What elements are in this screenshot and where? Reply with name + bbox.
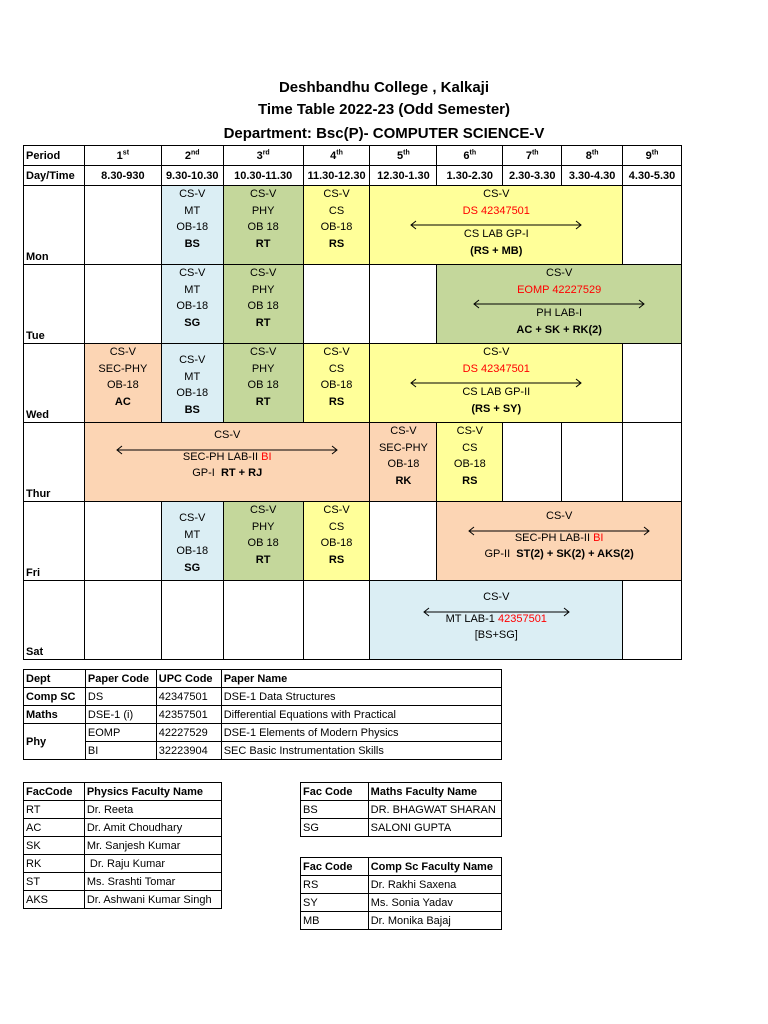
class-cell-cs <box>303 502 370 581</box>
room: OB-18 <box>176 300 209 312</box>
table-row <box>24 837 222 855</box>
upc-code: 42357501 <box>156 706 221 724</box>
dept: Comp SC <box>24 688 86 706</box>
lab-group-line: GP-II ST(2) + SK(2) + AKS(2) <box>484 548 634 560</box>
table-row <box>301 912 502 930</box>
day-row-tue <box>24 265 682 344</box>
upc-code: 42227529 <box>156 724 221 742</box>
faculty: RS <box>462 474 478 487</box>
col-paper-code: Paper Code <box>85 670 156 688</box>
timetable <box>23 145 682 660</box>
empty-cell <box>623 186 682 265</box>
department-title: Department: Bsc(P)- COMPUTER SCIENCE-V <box>223 125 545 142</box>
lab-name: PH LAB-I <box>536 307 583 319</box>
faculty: BS <box>184 403 200 416</box>
time-6: 1.30-2.30 <box>437 166 503 186</box>
faculty: (RS + SY) <box>471 402 522 415</box>
upc-code: 42347501 <box>156 688 221 706</box>
faculty-name: Mr. Sanjesh Kumar <box>84 837 221 855</box>
class-code: CS-V <box>483 591 510 603</box>
empty-cell <box>503 423 562 502</box>
period-label: Period <box>24 146 85 166</box>
faculty: SG <box>184 561 201 574</box>
lab-cell-sec <box>84 423 370 502</box>
paper-code: DS 42347501 <box>462 362 530 375</box>
day-label: Thur <box>24 423 85 502</box>
physics-faculty-table <box>23 782 222 909</box>
class-code: CS-V <box>390 425 417 437</box>
lab-cell-sec <box>437 502 682 581</box>
room: OB-18 <box>387 458 420 470</box>
day-label: Tue <box>24 265 85 344</box>
faculty: RT <box>255 553 271 566</box>
daytime-label: Day/Time <box>24 166 85 186</box>
class-cell-mt <box>161 265 223 344</box>
subject: PHY <box>251 520 275 533</box>
empty-cell <box>623 581 682 660</box>
upc-code: 32223904 <box>156 742 221 760</box>
fac-code: SG <box>301 819 369 837</box>
paper-code: EOMP 42227529 <box>517 283 602 296</box>
fac-code: RT <box>24 801 85 819</box>
table-row <box>301 894 502 912</box>
table-row <box>301 876 502 894</box>
room: OB-18 <box>320 537 353 549</box>
faculty: [BS+SG] <box>474 629 518 641</box>
table-row <box>24 742 502 760</box>
subject: MT <box>184 370 201 383</box>
fac-code: MB <box>301 912 369 930</box>
class-code: CS-V <box>250 267 277 279</box>
period-5: 5th <box>370 146 437 166</box>
class-code: CS-V <box>179 512 206 524</box>
table-row <box>301 819 502 837</box>
paper-code: DSE-1 (i) <box>85 706 156 724</box>
period-9: 9th <box>623 146 682 166</box>
period-row <box>24 146 682 166</box>
col-fac-code: FacCode <box>24 783 85 801</box>
lab-cell-cs <box>370 186 623 265</box>
class-code: CS-V <box>250 188 277 200</box>
dept: Phy <box>24 724 86 760</box>
col-dept: Dept <box>24 670 86 688</box>
class-cell-phy <box>223 502 303 581</box>
col-upc-code: UPC Code <box>156 670 221 688</box>
paper-code: DS <box>85 688 156 706</box>
faculty: BS <box>184 237 200 250</box>
faculty: RT <box>255 395 271 408</box>
day-row-fri <box>24 502 682 581</box>
table-row <box>24 873 222 891</box>
faculty-name: Dr. Rakhi Saxena <box>368 876 501 894</box>
subject: MT <box>184 283 201 296</box>
paper-name: SEC Basic Instrumentation Skills <box>221 742 501 760</box>
col-paper-name: Paper Name <box>221 670 501 688</box>
col-faculty-name: Maths Faculty Name <box>368 783 501 801</box>
subject: CS <box>328 204 345 217</box>
class-cell-mt <box>161 186 223 265</box>
period-3: 3rd <box>223 146 303 166</box>
fac-code: SK <box>24 837 85 855</box>
subject: CS <box>462 441 478 454</box>
subject: PHY <box>251 362 275 375</box>
room: OB-18 <box>176 545 209 557</box>
day-row-wed <box>24 344 682 423</box>
faculty-name: Dr. Reeta <box>84 801 221 819</box>
period-4: 4th <box>303 146 370 166</box>
fac-code: AKS <box>24 891 85 909</box>
class-code: CS-V <box>323 188 350 200</box>
room: OB 18 <box>247 221 279 233</box>
fac-code: ST <box>24 873 85 891</box>
class-cell-cs <box>303 186 370 265</box>
class-code: CS-V <box>250 504 277 516</box>
day-row-mon <box>24 186 682 265</box>
lab-name: CS LAB GP-I <box>463 228 529 240</box>
maths-faculty-table <box>300 782 502 837</box>
time-9: 4.30-5.30 <box>623 166 682 186</box>
fac-code: AC <box>24 819 85 837</box>
table-row <box>24 688 502 706</box>
class-code: CS-V <box>214 429 241 441</box>
room: OB-18 <box>320 379 353 391</box>
empty-cell <box>623 423 682 502</box>
empty-cell <box>84 186 161 265</box>
day-row-sat <box>24 581 682 660</box>
faculty: SG <box>184 316 201 329</box>
subject: MT <box>184 528 201 541</box>
table-header <box>301 783 502 801</box>
faculty: (RS + MB) <box>470 244 523 257</box>
table-row <box>24 706 502 724</box>
day-label: Wed <box>24 344 85 423</box>
class-code: CS-V <box>323 346 350 358</box>
table-row <box>24 801 222 819</box>
faculty: RS <box>328 395 345 408</box>
faculty-name: Dr. Monika Bajaj <box>368 912 501 930</box>
empty-cell <box>370 265 437 344</box>
faculty-name: Ms. Srashti Tomar <box>84 873 221 891</box>
empty-cell <box>303 581 370 660</box>
room: OB 18 <box>247 537 279 549</box>
col-faculty-name: Physics Faculty Name <box>84 783 221 801</box>
class-cell-phy <box>223 265 303 344</box>
subject: PHY <box>251 283 275 296</box>
paper-name: Differential Equations with Practical <box>221 706 501 724</box>
lab-name: CS LAB GP-II <box>462 386 531 398</box>
subject: CS <box>328 362 345 375</box>
room: OB-18 <box>453 458 486 470</box>
col-fac-code: Fac Code <box>301 858 369 876</box>
class-code: CS-V <box>179 188 206 200</box>
class-code: CS-V <box>179 354 206 366</box>
fac-code: RS <box>301 876 369 894</box>
table-row <box>24 819 222 837</box>
faculty-name: Dr. Ashwani Kumar Singh <box>84 891 221 909</box>
period-7: 7th <box>503 146 562 166</box>
empty-cell <box>84 265 161 344</box>
class-cell-cs <box>437 423 503 502</box>
table-header <box>24 783 222 801</box>
lab-name-line: SEC-PH LAB-II BI <box>514 531 604 544</box>
time-7: 2.30-3.30 <box>503 166 562 186</box>
subject: PHY <box>251 204 275 217</box>
class-code: CS-V <box>483 188 510 200</box>
lab-group-line: GP-I RT + RJ <box>192 467 263 479</box>
class-code: CS-V <box>109 346 136 358</box>
time-8: 3.30-4.30 <box>562 166 623 186</box>
empty-cell <box>623 344 682 423</box>
faculty-name: Ms. Sonia Yadav <box>368 894 501 912</box>
class-code: CS-V <box>456 425 483 437</box>
class-cell-phy <box>223 186 303 265</box>
room: OB-18 <box>320 221 353 233</box>
timetable-title: Time Table 2022-23 (Odd Semester) <box>257 101 511 118</box>
table-row <box>301 801 502 819</box>
table-header <box>301 858 502 876</box>
subject: SEC-PHY <box>98 362 148 375</box>
day-label: Mon <box>24 186 85 265</box>
empty-cell <box>223 581 303 660</box>
table-row <box>24 855 222 873</box>
empty-cell <box>161 581 223 660</box>
period-2: 2nd <box>161 146 223 166</box>
lab-name-line: SEC-PH LAB-II BI <box>182 450 272 463</box>
empty-cell <box>84 581 161 660</box>
faculty: AC + SK + RK(2) <box>516 323 602 336</box>
dept: Maths <box>24 706 86 724</box>
college-name: Deshbandhu College , Kalkaji <box>278 79 490 96</box>
class-code: CS-V <box>323 504 350 516</box>
room: OB 18 <box>247 379 279 391</box>
period-6: 6th <box>437 146 503 166</box>
lab-cell-cs <box>370 344 623 423</box>
faculty-name: SALONI GUPTA <box>368 819 501 837</box>
col-fac-code: Fac Code <box>301 783 369 801</box>
empty-cell <box>370 502 437 581</box>
time-1: 8.30-930 <box>84 166 161 186</box>
faculty: RS <box>328 237 345 250</box>
class-cell-mt <box>161 502 223 581</box>
faculty-name: Dr. Raju Kumar <box>84 855 221 873</box>
fac-code: SY <box>301 894 369 912</box>
faculty: RT <box>255 237 271 250</box>
empty-cell <box>562 423 623 502</box>
fac-code: RK <box>24 855 85 873</box>
paper-code: EOMP <box>85 724 156 742</box>
class-cell-mt <box>161 344 223 423</box>
subject: CS <box>328 520 345 533</box>
papers-table <box>23 669 502 760</box>
faculty-name: Dr. Amit Choudhary <box>84 819 221 837</box>
room: OB-18 <box>106 379 139 391</box>
class-cell-phy <box>223 344 303 423</box>
class-cell-cs <box>303 344 370 423</box>
time-5: 12.30-1.30 <box>370 166 437 186</box>
fac-code: BS <box>301 801 369 819</box>
day-label: Fri <box>24 502 85 581</box>
lab-name-line: MT LAB-1 42357501 <box>445 612 547 625</box>
lab-cell-mt <box>370 581 623 660</box>
time-3: 10.30-11.30 <box>223 166 303 186</box>
day-row-thur <box>24 423 682 502</box>
faculty-name: DR. BHAGWAT SHARAN <box>368 801 501 819</box>
class-code: CS-V <box>546 510 573 522</box>
period-1: 1st <box>84 146 161 166</box>
cs-faculty-table <box>300 857 502 930</box>
faculty: RT <box>255 316 271 329</box>
faculty: RS <box>328 553 345 566</box>
class-cell-sec <box>370 423 437 502</box>
time-4: 11.30-12.30 <box>303 166 370 186</box>
subject: MT <box>184 204 201 217</box>
room: OB 18 <box>247 300 279 312</box>
col-faculty-name: Comp Sc Faculty Name <box>368 858 501 876</box>
room: OB-18 <box>176 221 209 233</box>
class-cell-sec <box>84 344 161 423</box>
lab-cell-phy <box>437 265 682 344</box>
table-row <box>24 724 502 742</box>
class-code: CS-V <box>250 346 277 358</box>
time-row <box>24 166 682 186</box>
faculty: AC <box>114 395 131 408</box>
class-code: CS-V <box>546 267 573 279</box>
table-header <box>24 670 502 688</box>
time-2: 9.30-10.30 <box>161 166 223 186</box>
period-8: 8th <box>562 146 623 166</box>
paper-code: BI <box>85 742 156 760</box>
room: OB-18 <box>176 387 209 399</box>
class-code: CS-V <box>483 346 510 358</box>
class-code: CS-V <box>179 267 206 279</box>
empty-cell <box>303 265 370 344</box>
paper-code: DS 42347501 <box>462 204 530 217</box>
subject: SEC-PHY <box>378 441 428 454</box>
faculty: RK <box>395 474 412 487</box>
empty-cell <box>84 502 161 581</box>
paper-name: DSE-1 Elements of Modern Physics <box>221 724 501 742</box>
table-row <box>24 891 222 909</box>
paper-name: DSE-1 Data Structures <box>221 688 501 706</box>
day-label: Sat <box>24 581 85 660</box>
